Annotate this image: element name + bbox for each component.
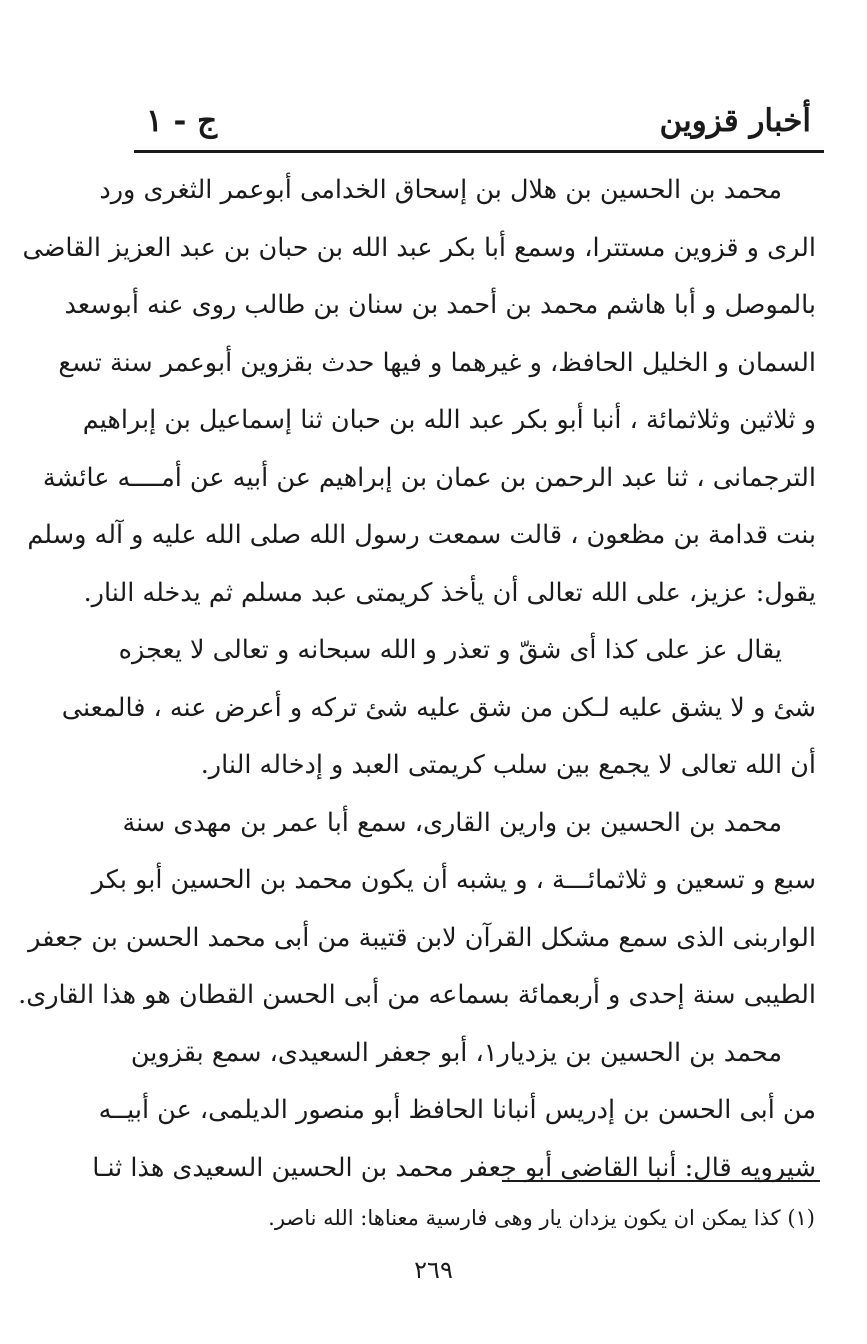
footnote-rule (502, 1180, 820, 1182)
text-line: بنت قدامة بن مظعون ، قالت سمعت رسول الله صلى الله عليه و آله وسلم (27, 520, 816, 550)
text-line: يقال عز على كذا أى شقّ و تعذر و الله سبحانه و تعالى لا يعجزه (118, 635, 782, 665)
running-title: أخبار قزوين (659, 103, 811, 139)
text-line: الواربنى الذى سمع مشكل القرآن لابن قتيبة من أبى محمد الحسن بن جعفر (28, 922, 816, 953)
text-line: بالموصل و أبا هاشم محمد بن أحمد بن سنان بن طالب روى عنه أبوسعد (64, 290, 816, 320)
text-line: السمان و الخليل الحافظ، و غيرهما و فيها حدث بقزوين أبوعمر سنة تسع (58, 347, 816, 378)
text-line: الرى و قزوين مستترا، وسمع أبا بكر عبد الله بن حبان بن عبد العزيز القاضى (22, 232, 816, 263)
volume-mark: ج - ١ (146, 103, 218, 139)
text-line: من أبى الحسن بن إدريس أنبانا الحافظ أبو منصور الديلمى، عن أبيــه (98, 1095, 816, 1125)
text-line: محمد بن الحسين بن وارين القارى، سمع أبا عمر بن مهدى سنة (122, 807, 782, 838)
text-line: محمد بن الحسين بن هلال بن إسحاق الخدامى أبوعمر الثغرى ورد (99, 175, 782, 205)
text-line: الترجمانى ، ثنا عبد الرحمن بن عمان بن إبراهيم عن أبيه عن أمــــه عائشة (42, 462, 816, 493)
body-text (18, 162, 816, 1197)
text-line: شئ و لا يشق عليه لـكن من شق عليه شئ تركه و أعرض عنه ، فالمعنى (61, 692, 816, 723)
text-line: الطيبى سنة إحدى و أربعمائة بسماعه من أبى الحسن القطان هو هذا القارى. (18, 980, 816, 1010)
text-line: يقول: عزيز، على الله تعالى أن يأخذ كريمتى عبد مسلم ثم يدخله النار. (83, 577, 816, 608)
footnote: (١) كذا يمكن ان يكون يزدان يار وهى فارسية معناها: الله ناصر. (268, 1206, 815, 1230)
text-line: سبع و تسعين و ثلاثمائـــة ، و يشبه أن يكون محمد بن الحسين أبو بكر (91, 865, 816, 895)
header-rule (134, 150, 824, 153)
text-line: و ثلاثين وثلاثمائة ، أنبا أبو بكر عبد الله بن حبان ثنا إسماعيل بن إبراهيم (82, 405, 816, 435)
text-line: محمد بن الحسين بن يزديار١، أبو جعفر السعيدى، سمع بقزوين (130, 1037, 782, 1068)
text-line: أن الله تعالى لا يجمع بين سلب كريمتى العبد و إدخاله النار. (200, 750, 816, 780)
text-line: شيرويه قال: أنبا القاضى أبو جعفر محمد بن الحسين السعيدى هذا ثنـا (92, 1152, 816, 1183)
page-number: ٢٦٩ (414, 1256, 453, 1284)
